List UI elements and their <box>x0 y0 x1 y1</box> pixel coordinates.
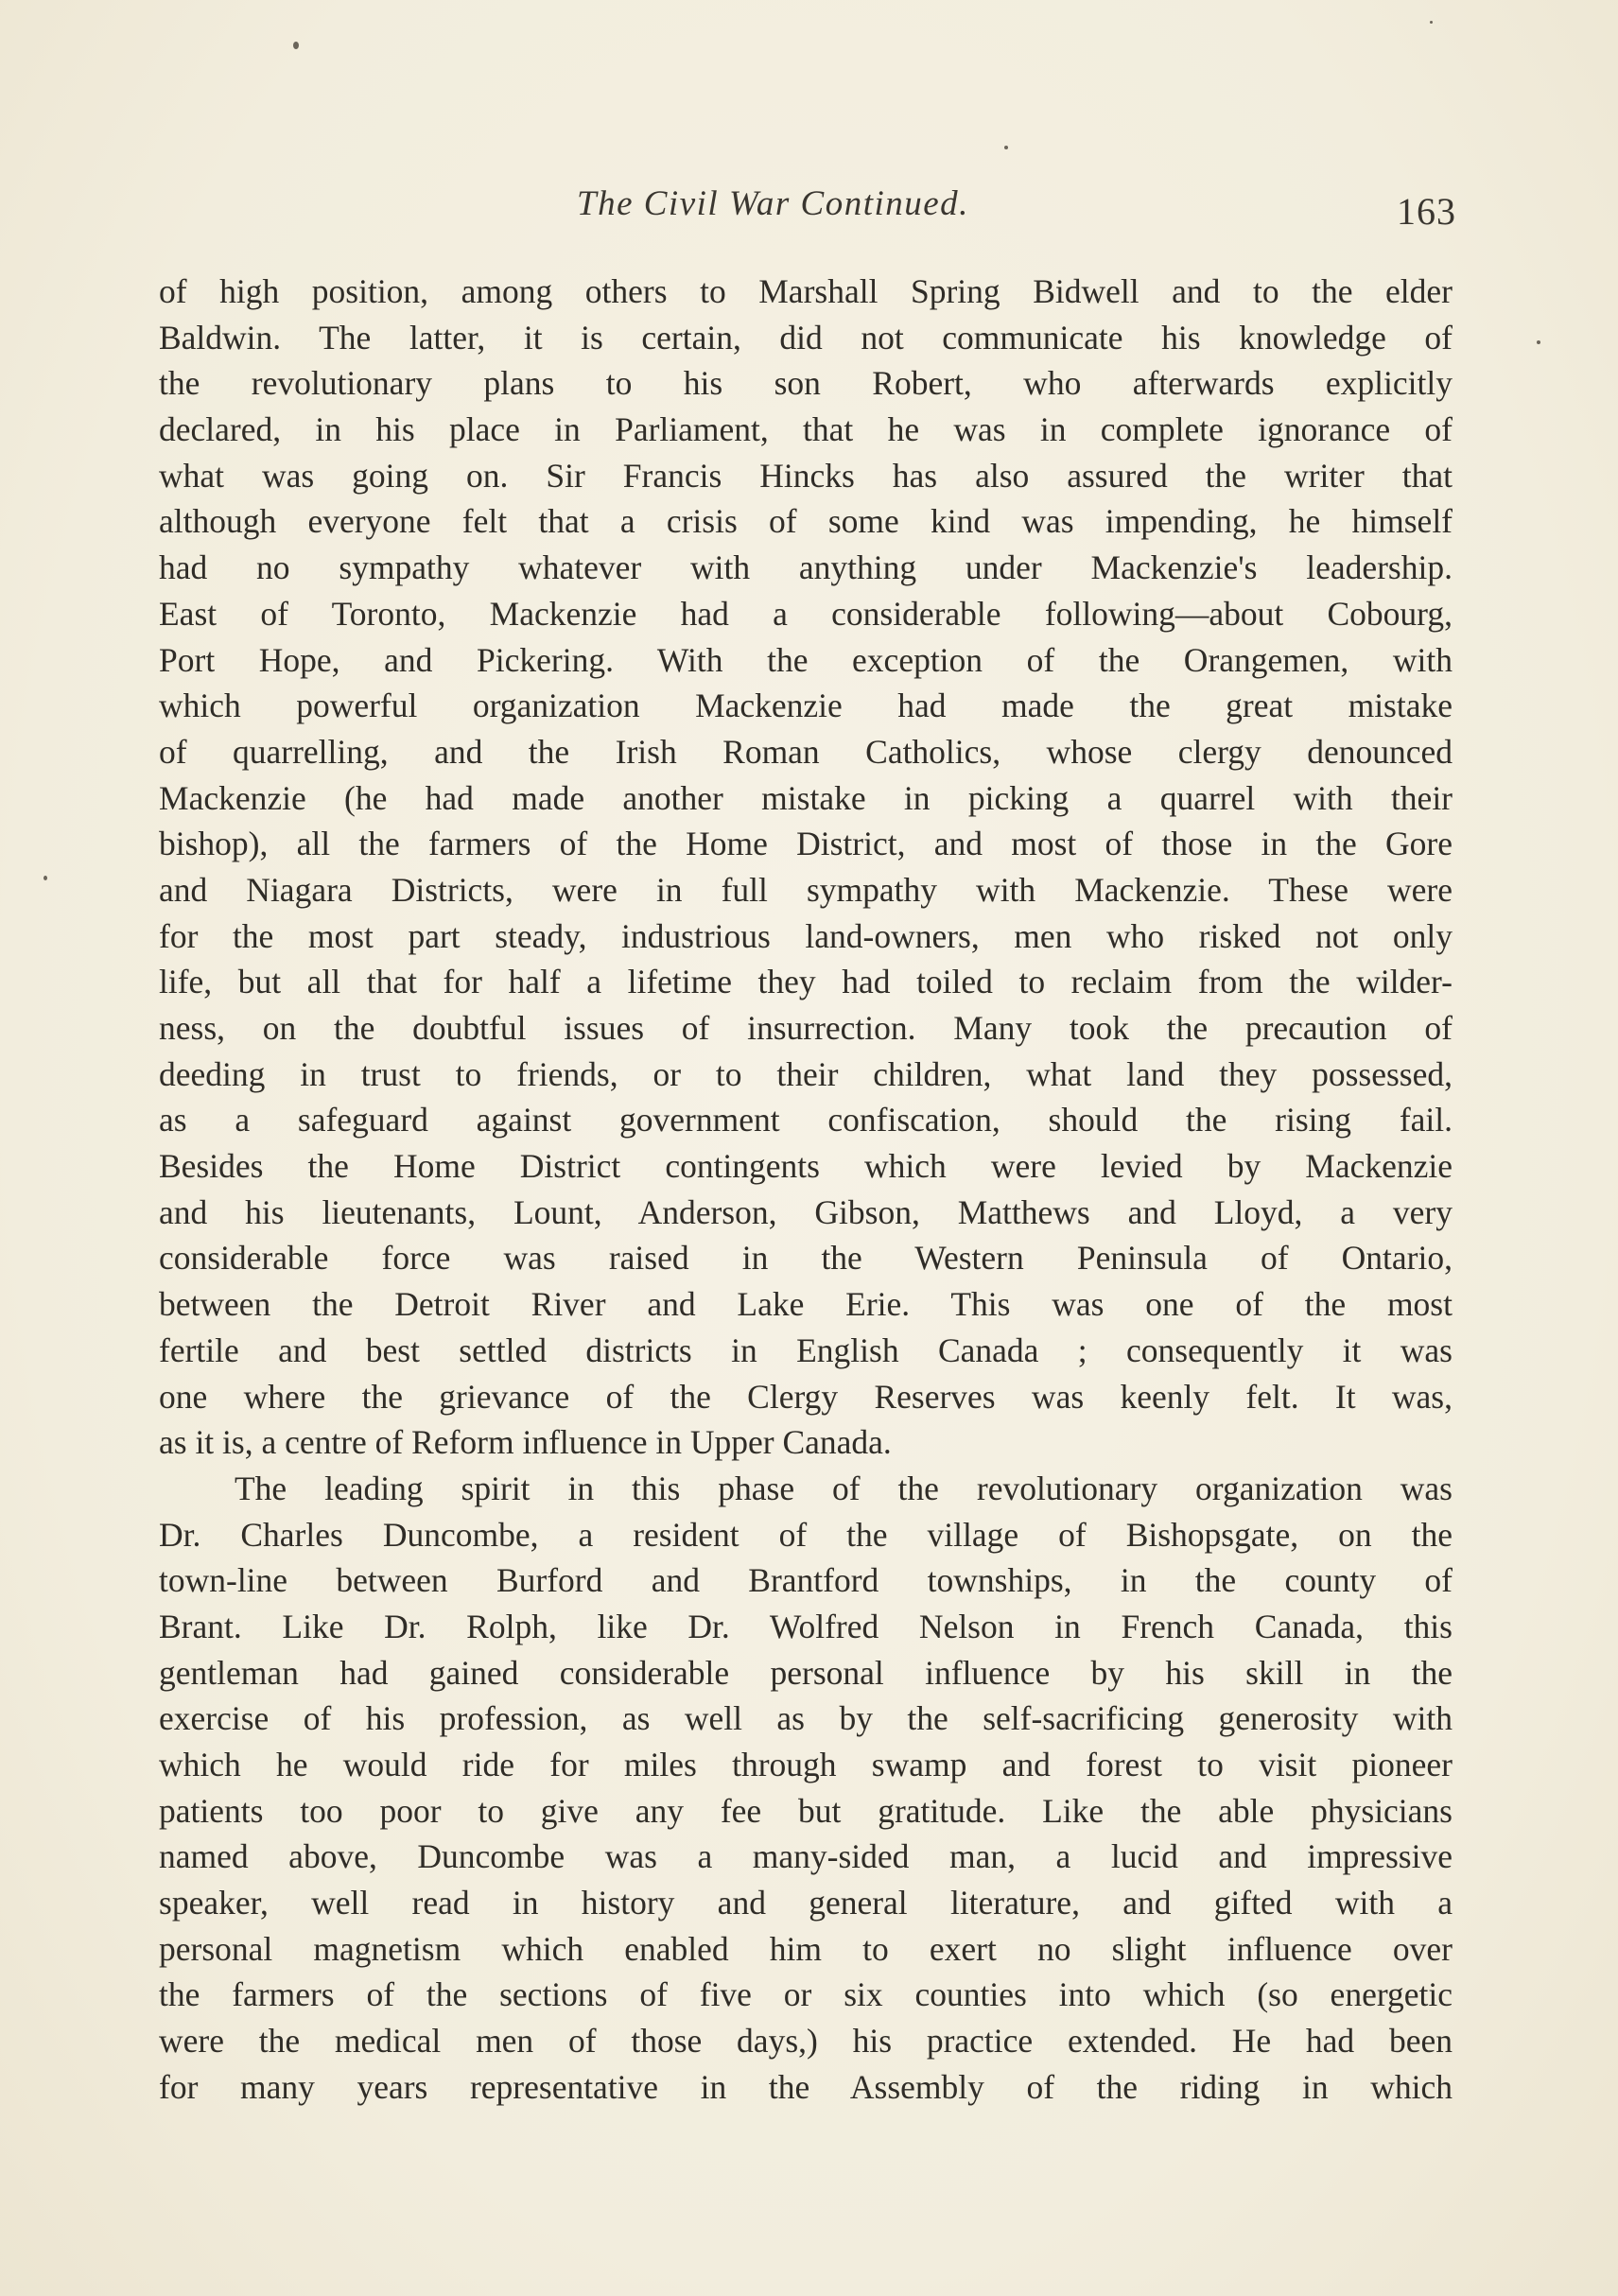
text-line: The leading spirit in this phase of the revolutionary organization was <box>235 1469 1453 1507</box>
ink-speck <box>1430 21 1433 24</box>
text-line: the revolutionary plans to his son Robert, who afterwards explicitly <box>159 364 1453 403</box>
text-line: the farmers of the sections of five or six counties into which (so energetic <box>159 1975 1453 2014</box>
text-line: Port Hope, and Pickering. With the exception of the Orangemen, with <box>159 640 1453 679</box>
text-line: one where the grievance of the Clergy Reserves was keenly felt. It was, <box>159 1377 1453 1416</box>
text-line: town-line between Burford and Brantford townships, in the county of <box>159 1561 1453 1600</box>
paragraph <box>159 1466 1453 2111</box>
page-number: 163 <box>1397 190 1456 233</box>
text-line: bishop), all the farmers of the Home District, and most of those in the Gore <box>159 825 1453 863</box>
text-line: ness, on the doubtful issues of insurrection. Many took the precaution of <box>159 1009 1453 1047</box>
text-line: Besides the Home District contingents which were levied by Mackenzie <box>159 1147 1453 1186</box>
text-line: deeding in trust to friends, or to their children, what land they possessed, <box>159 1054 1453 1093</box>
text-line: exercise of his profession, as well as by the self-sacrificing generosity with <box>159 1699 1453 1738</box>
text-line: had no sympathy whatever with anything under Mackenzie's leadership. <box>159 548 1453 587</box>
text-line: which powerful organization Mackenzie had made the great mistake <box>159 687 1453 725</box>
text-line: declared, in his place in Parliament, that he was in complete ignorance of <box>159 410 1453 449</box>
text-line: and Niagara Districts, were in full sympathy with Mackenzie. These were <box>159 870 1453 909</box>
ink-speck <box>1537 340 1540 344</box>
paragraph <box>159 269 1453 1466</box>
text-line: Brant. Like Dr. Rolph, like Dr. Wolfred Nelson in French Canada, this <box>159 1607 1453 1645</box>
text-line: as it is, a centre of Reform influence in Upper Canada. <box>159 1423 892 1462</box>
text-line: of high position, among others to Marshall Spring Bidwell and to the elder <box>159 272 1453 310</box>
text-line: East of Toronto, Mackenzie had a considerable following—about Cobourg, <box>159 594 1453 633</box>
text-line: speaker, well read in history and general literature, and gifted with a <box>159 1884 1453 1922</box>
text-line: Mackenzie (he had made another mistake in picking a quarrel with their <box>159 778 1453 817</box>
text-line: which he would ride for miles through swamp and forest to visit pioneer <box>159 1746 1453 1783</box>
text-line: life, but all that for half a lifetime they had toiled to reclaim from the wilder- <box>159 963 1453 1001</box>
text-line: although everyone felt that a crisis of some kind was impending, he himself <box>159 502 1453 541</box>
text-line: what was going on. Sir Francis Hincks has also assured the writer that <box>159 456 1453 495</box>
text-line: Dr. Charles Duncombe, a resident of the village of Bishopsgate, on the <box>159 1515 1453 1554</box>
running-head <box>151 183 1456 240</box>
text-line: for the most part steady, industrious land-owners, men who risked not only <box>159 916 1453 955</box>
text-line: for many years representative in the Assembly of the riding in which <box>159 2067 1453 2106</box>
text-line: fertile and best settled districts in English Canada ; consequently it was <box>159 1331 1453 1369</box>
text-line: gentleman had gained considerable personal influence by his skill in the <box>159 1653 1453 1692</box>
text-line: patients too poor to give any fee but gratitude. Like the able physicians <box>159 1791 1453 1830</box>
body-text <box>159 269 1453 2111</box>
ink-speck <box>43 876 47 880</box>
running-title: The Civil War Continued. <box>577 184 969 223</box>
text-line: personal magnetism which enabled him to exert no slight influence over <box>159 1929 1453 1968</box>
text-line: as a safeguard against government confiscation, should the rising fail. <box>159 1101 1453 1139</box>
ink-speck <box>293 42 299 49</box>
text-line: were the medical men of those days,) his practice extended. He had been <box>159 2022 1453 2061</box>
text-line: named above, Duncombe was a many-sided man, a lucid and impressive <box>159 1837 1453 1876</box>
text-line: and his lieutenants, Lount, Anderson, Gibson, Matthews and Lloyd, a very <box>159 1192 1453 1231</box>
text-line: between the Detroit River and Lake Erie. This was one of the most <box>159 1285 1453 1324</box>
text-line: Baldwin. The latter, it is certain, did not communicate his knowledge of <box>159 318 1453 357</box>
ink-speck <box>1004 146 1008 149</box>
text-line: considerable force was raised in the Western Peninsula of Ontario, <box>159 1239 1453 1278</box>
text-line: of quarrelling, and the Irish Roman Catholics, whose clergy denounced <box>159 732 1453 771</box>
